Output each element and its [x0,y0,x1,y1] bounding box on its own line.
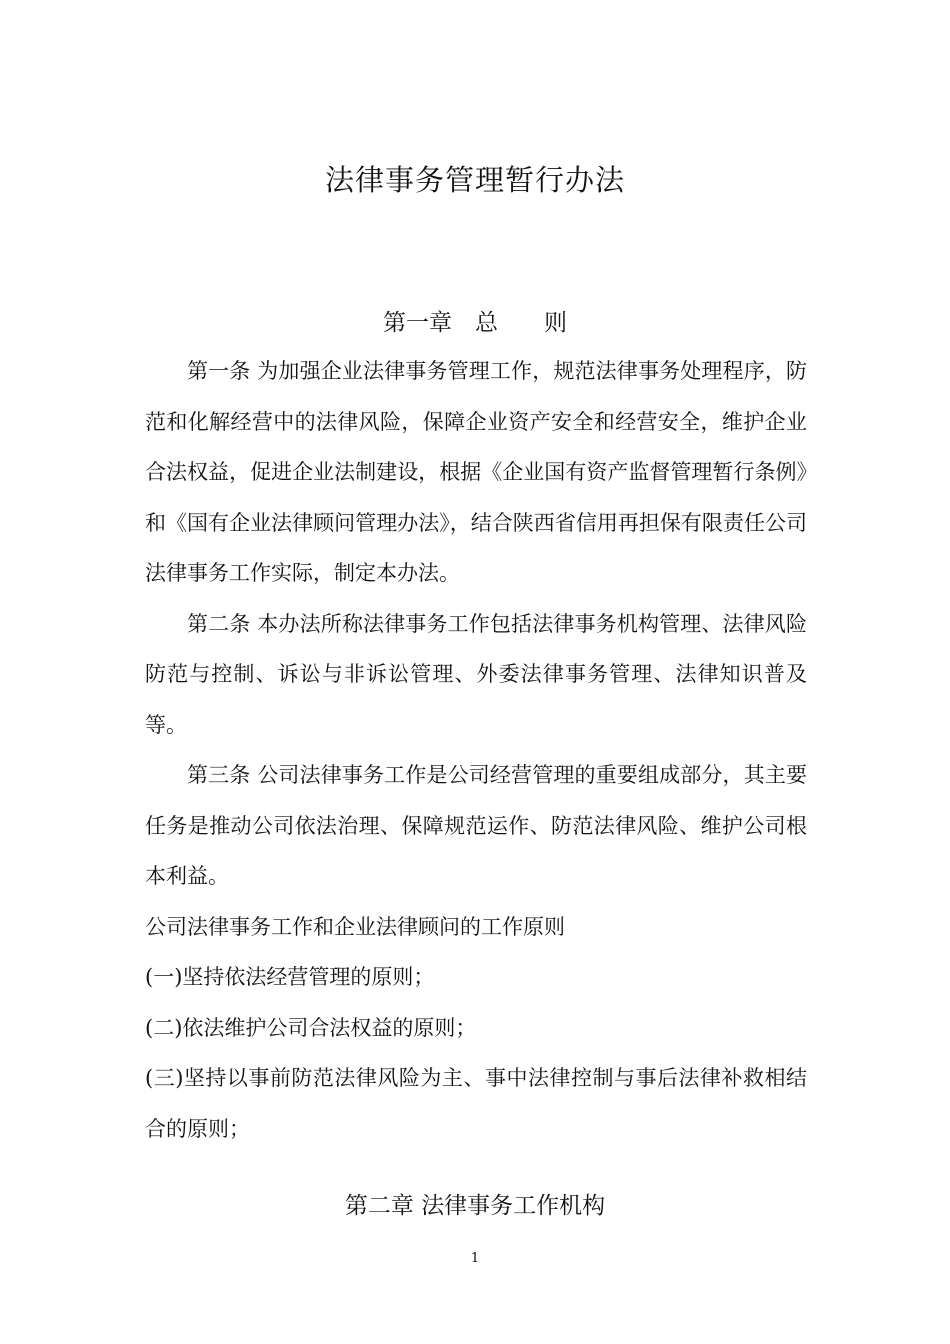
principles-heading: 公司法律事务工作和企业法律顾问的工作原则 [145,914,565,939]
document-title: 法律事务管理暂行办法 [324,163,625,197]
page-number: 1 [470,1251,480,1266]
article-1: 第一条 为加强企业法律事务管理工作，规范法律事务处理程序，防范和化解经营中的法律风险，保障企业资产安全和经营安全，维护企业合法权益，促进企业法制建设，根据《企业国有资产监督管理暂行条例》和《国有企业法律顾问管理办法》，结合陕西省信用再担保有限责任公司法律事务工作实际，制定本办法。 [145,359,807,585]
article-2: 第二条 本办法所称法律事务工作包括法律事务机构管理、法律风险防范与控制、诉讼与非诉讼管理、外委法律事务管理、法律知识普及等。 [145,611,807,737]
chapter-1-body [145,346,807,1154]
chapter-2-heading: 第二章 法律事务工作机构 [344,1193,606,1219]
chapter-1-heading: 第一章 总 则 [383,310,567,336]
principle-item: (一)坚持依法经营管理的原则； [145,965,435,989]
principle-item: (三)坚持以事前防范法律风险为主、事中法律控制与事后法律补救相结合的原则； [145,1066,807,1141]
principle-item: (二)依法维护公司合法权益的原则； [145,1015,477,1040]
article-3: 第三条 公司法律事务工作是公司经营管理的重要组成部分，其主要任务是推动公司依法治理、保障规范运作、防范法律风险、维护公司根本利益。 [145,763,807,888]
